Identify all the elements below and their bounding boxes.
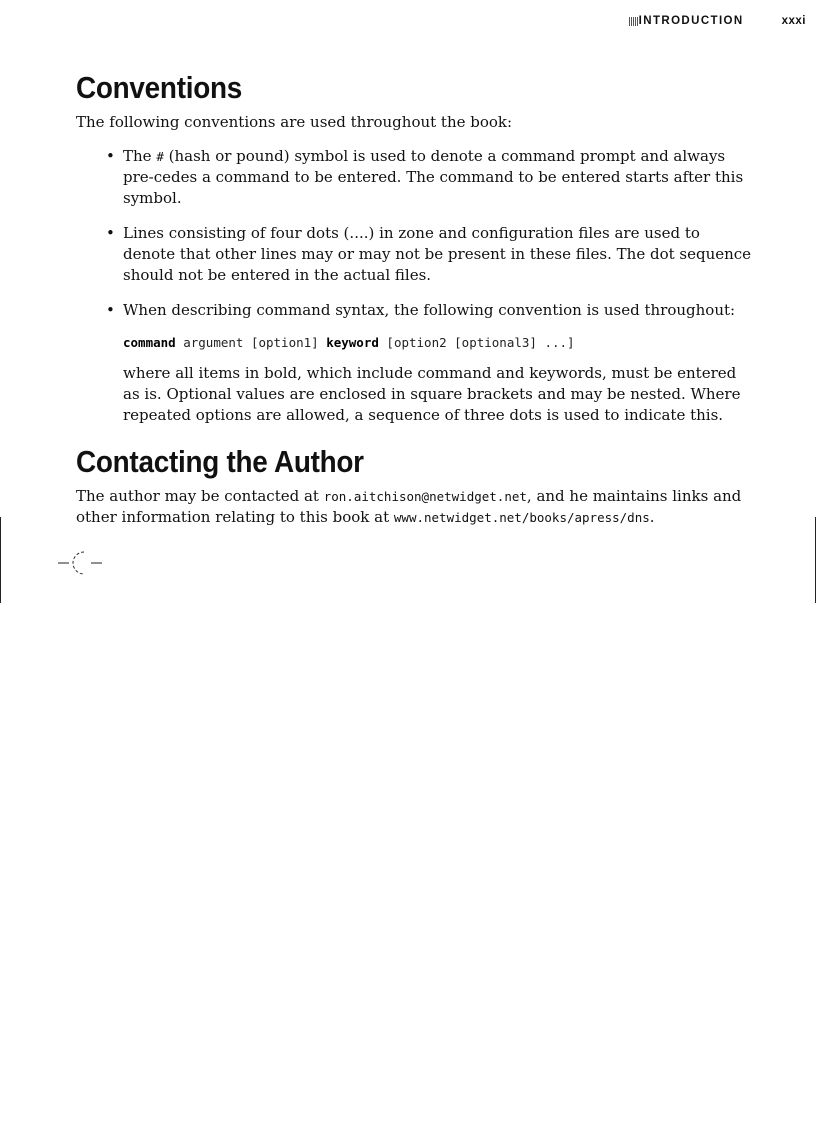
conventions-list — [76, 146, 756, 440]
list-item — [76, 300, 756, 426]
book-url[interactable]: www.netwidget.net/books/apress/dns — [393, 510, 650, 525]
running-header — [629, 13, 806, 29]
four-dots: .... — [349, 224, 369, 242]
syntax-argument: argument [option1] — [175, 335, 327, 350]
syntax-keyword: keyword — [326, 335, 379, 350]
list-item — [76, 146, 756, 209]
conventions-heading: Conventions — [76, 70, 242, 105]
running-header-section: INTRODUCTION — [638, 15, 744, 27]
list-item-text: Lines consisting of four dots (....) in zone and configuration files are used to denote that other lines may or may not be present in these files. The dot sequence should not be entered in the actual files. — [123, 224, 752, 284]
contact-paragraph: The author may be contacted at ron.aitchison@netwidget.net, and he maintains links and other information relating to this book at www.netwidget.net/books/apress/dns. — [76, 487, 742, 526]
syntax-explanation: where all items in bold, which include command and keywords, must be entered as is. Optional values are enclosed in square brackets and may be nested. Where repeated options are allowed, a sequence of three dots is used to indicate this. — [123, 364, 741, 424]
command-syntax-example — [123, 334, 756, 352]
bullet-icon: • — [106, 301, 115, 319]
hash-symbol: # — [156, 149, 164, 164]
bullet-icon: • — [106, 147, 115, 165]
author-email[interactable]: ron.aitchison@netwidget.net — [323, 489, 527, 504]
conventions-intro: The following conventions are used throughout the book: — [76, 113, 513, 131]
crop-mark-left — [0, 517, 1, 603]
list-item — [76, 223, 756, 286]
syntax-options: [option2 [optional3] ...] — [378, 335, 575, 350]
list-item-text: When describing command syntax, the following convention is used throughout: — [123, 301, 736, 319]
registration-mark-icon — [56, 548, 104, 578]
contact-heading: Contacting the Author — [76, 444, 364, 479]
list-item-text: The # (hash or pound) symbol is used to denote a command prompt and always pre-cedes a command to be entered. The command to be entered starts after this symbol. — [123, 147, 744, 207]
header-hatch-icon — [629, 17, 638, 26]
bullet-icon: • — [106, 224, 115, 242]
syntax-command: command — [123, 335, 176, 350]
page-number: xxxi — [781, 15, 806, 27]
